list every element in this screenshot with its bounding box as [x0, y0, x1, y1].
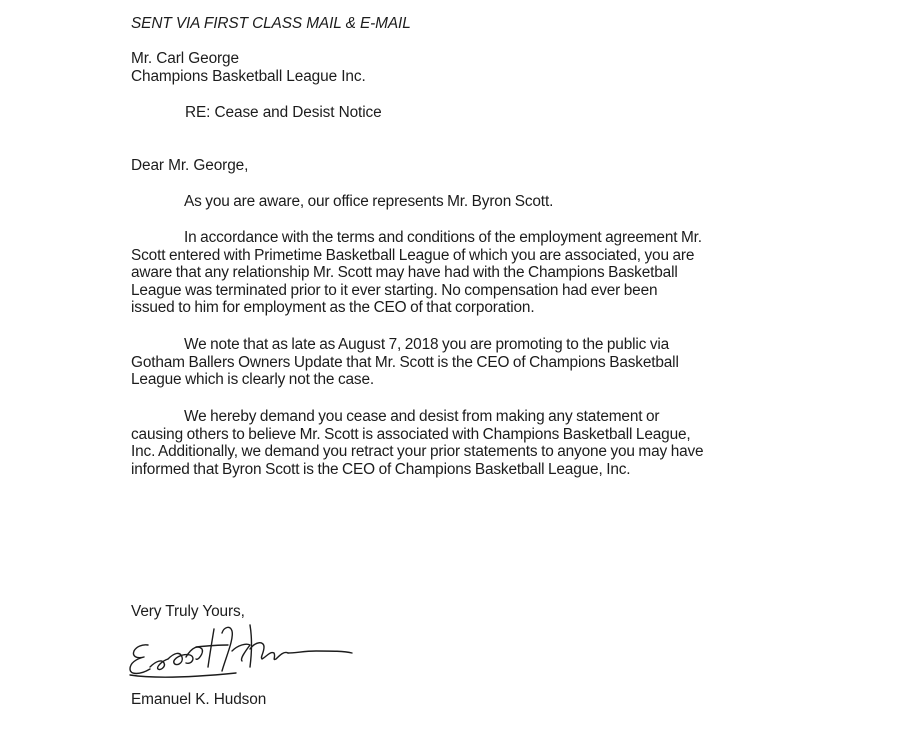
paragraph-line: League which is clearly not the case. [131, 371, 374, 389]
paragraph-line: In accordance with the terms and conditions of the employment agreement Mr. [184, 229, 702, 246]
paragraph-line: informed that Byron Scott is the CEO of Champions Basketball League, Inc. [131, 460, 631, 478]
paragraph-line: We hereby demand you cease and desist from making any statement or [184, 408, 660, 425]
paragraph-promotion [131, 336, 781, 389]
paragraph-line: We note that as late as August 7, 2018 you are promoting to the public via [184, 336, 670, 353]
paragraph-line: causing others to believe Mr. Scott is associated with Champions Basketball League, [131, 425, 691, 443]
paragraph-intro [131, 193, 781, 211]
closing: Very Truly Yours, [131, 603, 245, 620]
paragraph-line: Inc. Additionally, we demand you retract your prior statements to anyone you may have [131, 443, 704, 461]
delivery-method: SENT VIA FIRST CLASS MAIL & E-MAIL [131, 15, 411, 32]
paragraph-line: Scott entered with Primetime Basketball League of which you are associated, you are [131, 246, 695, 264]
paragraph-agreement [131, 229, 781, 317]
salutation: Dear Mr. George, [131, 157, 249, 174]
paragraph-line: issued to him for employment as the CEO of that corporation. [131, 299, 535, 317]
signer-name: Emanuel K. Hudson [131, 691, 267, 708]
paragraph-line: As you are aware, our office represents Mr. Byron Scott. [184, 193, 554, 210]
paragraph-line: Gotham Ballers Owners Update that Mr. Scott is the CEO of Champions Basketball [131, 353, 679, 371]
recipient-name: Mr. Carl George [131, 50, 239, 67]
subject-line: RE: Cease and Desist Notice [185, 104, 382, 121]
recipient-organization: Champions Basketball League Inc. [131, 68, 366, 85]
paragraph-line: aware that any relationship Mr. Scott may have had with the Champions Basketball [131, 264, 678, 282]
paragraph-line: League was terminated prior to it ever starting. No compensation had ever been [131, 281, 658, 299]
handwritten-signature [126, 617, 356, 689]
paragraph-demand [131, 408, 781, 478]
